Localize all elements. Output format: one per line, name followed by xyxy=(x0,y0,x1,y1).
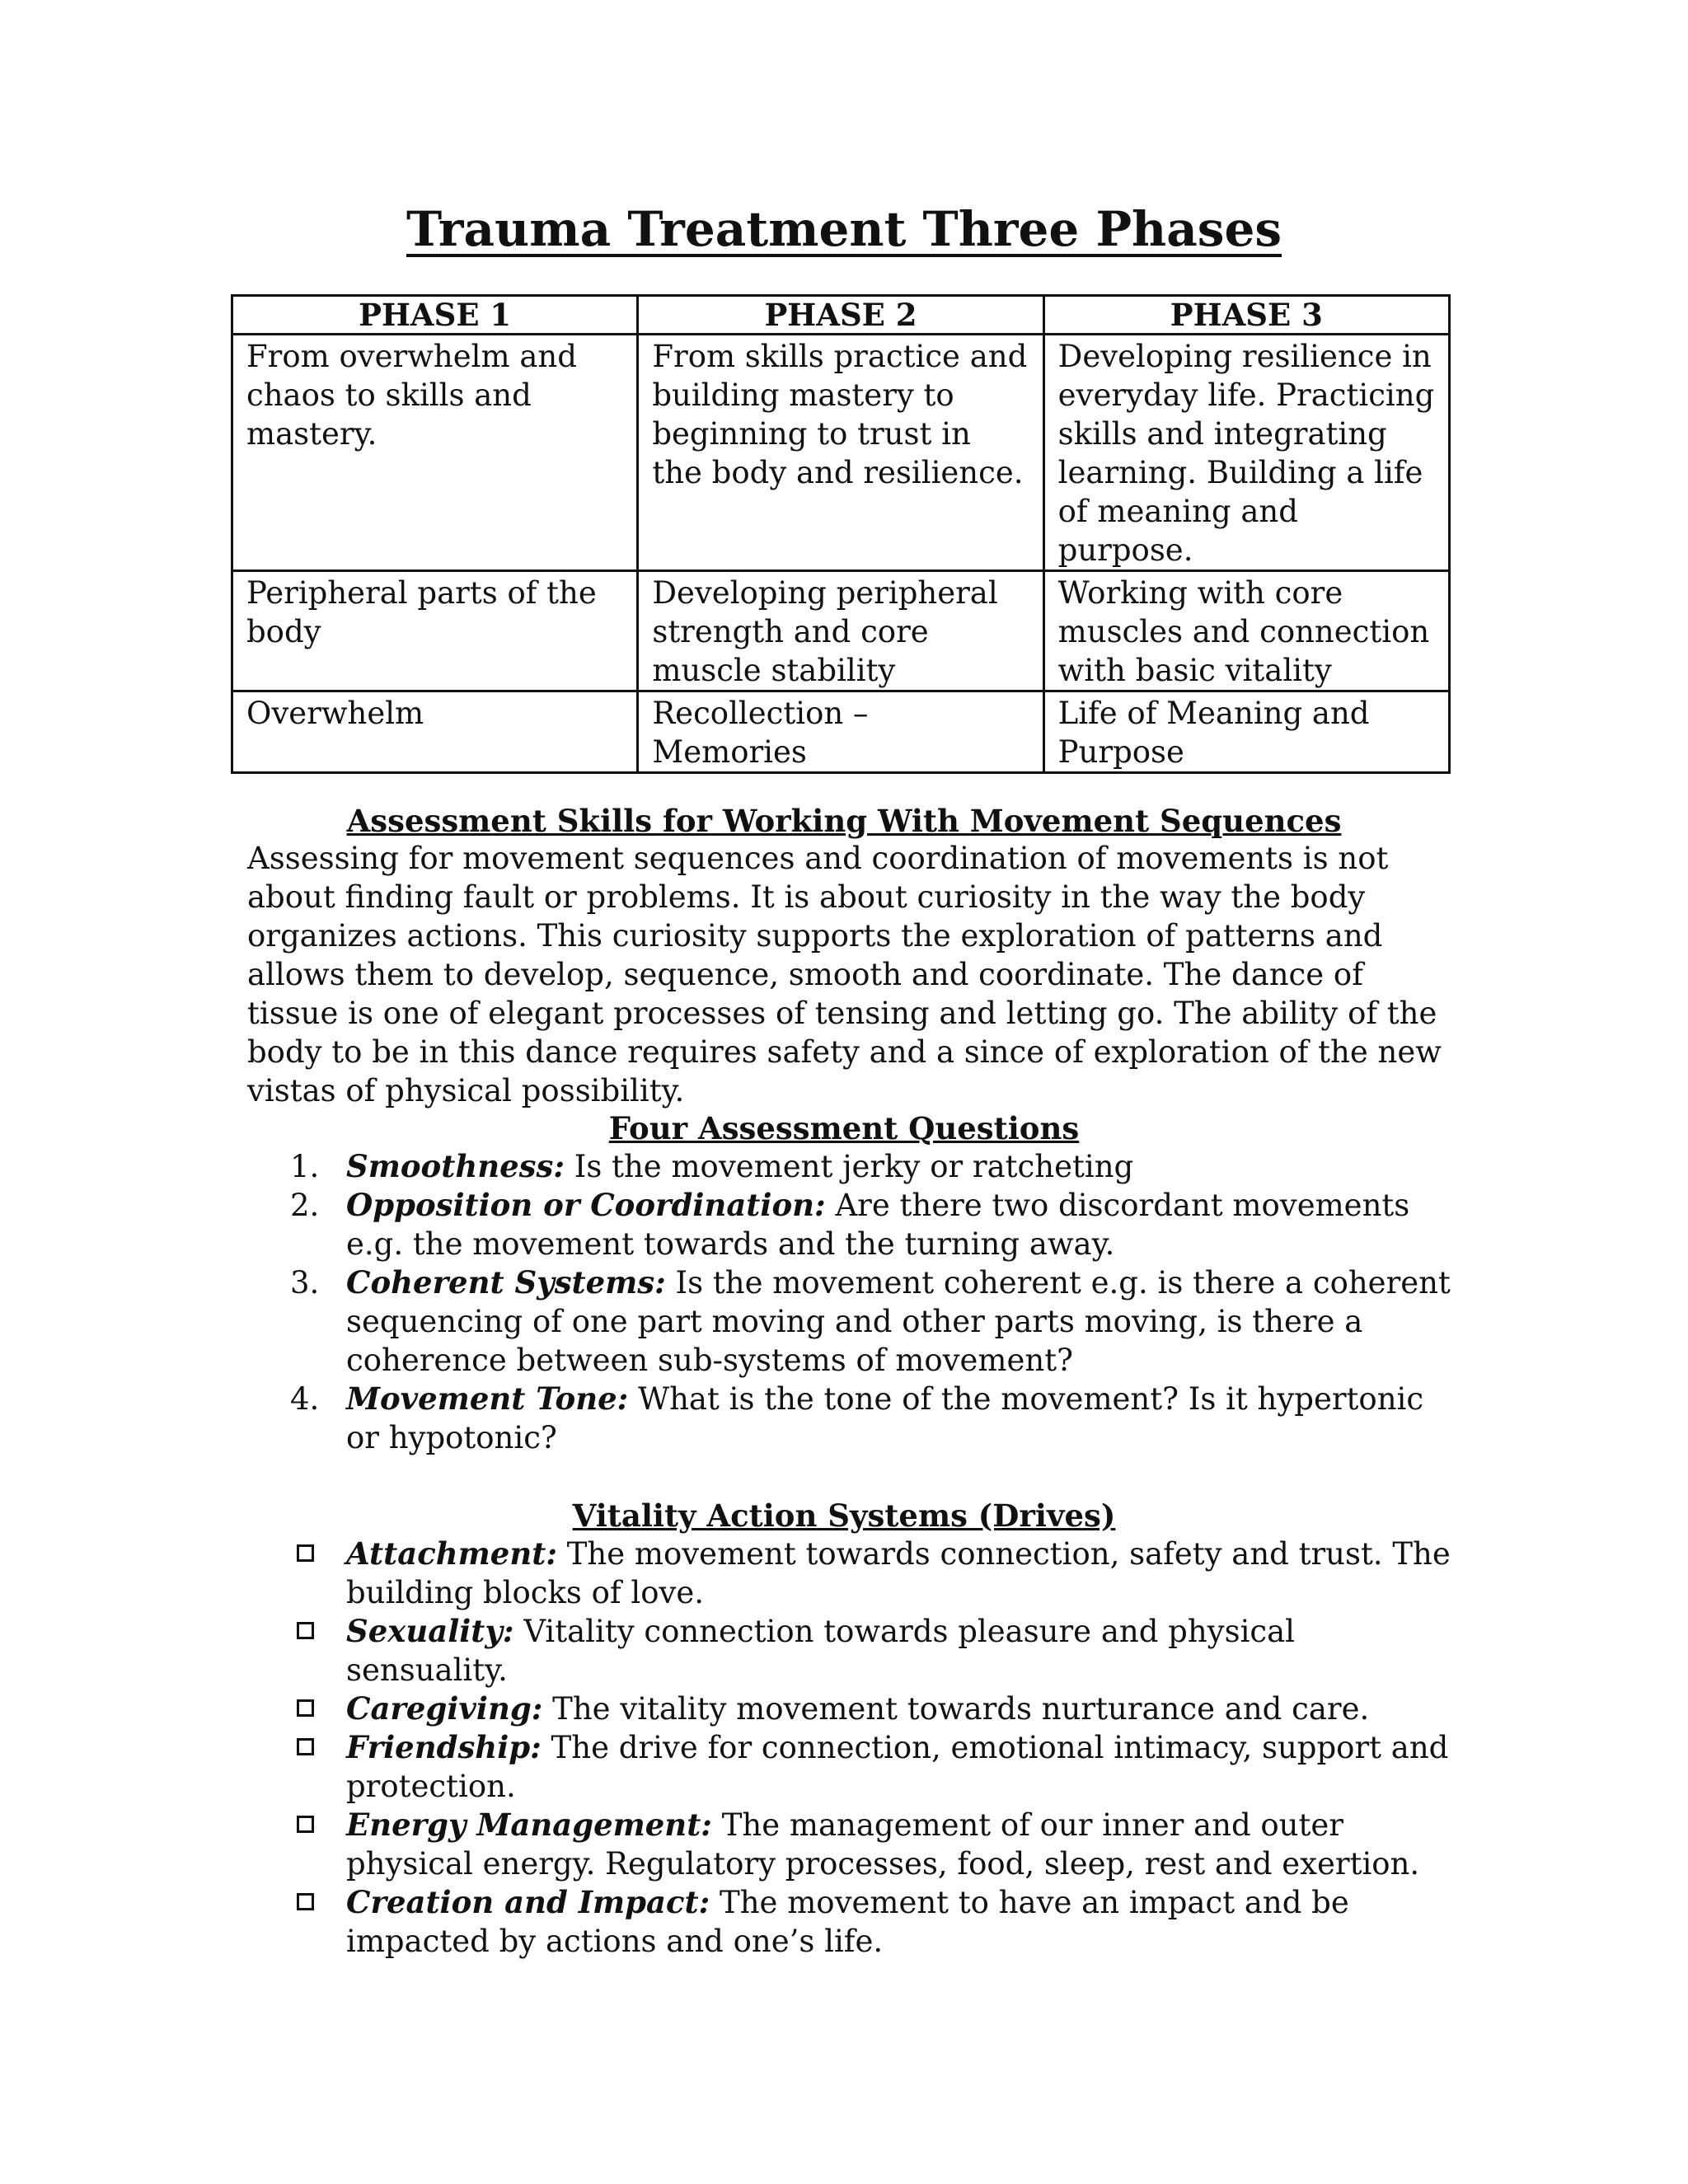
drive-term: Friendship: xyxy=(346,1729,542,1765)
checkbox-icon xyxy=(297,1544,314,1562)
table-cell: Overwhelm xyxy=(232,691,638,773)
question-item xyxy=(290,1380,1461,1457)
table-cell: Developing resilience in everyday life. Practicing skills and integrating learning. Building a life of meaning and purpose. xyxy=(1043,335,1449,571)
list-number: 3. xyxy=(290,1265,320,1301)
phase-2-header: PHASE 2 xyxy=(638,296,1043,335)
table-cell: Developing peripheral strength and core muscle stability xyxy=(638,571,1043,691)
question-text: What is the tone of the movement? Is it hypertonic or hypotonic? xyxy=(346,1381,1424,1455)
table-cell: Recollection – Memories xyxy=(638,691,1043,773)
checkbox-icon xyxy=(297,1738,314,1755)
drive-term: Energy Management: xyxy=(346,1807,712,1843)
question-term: Coherent Systems: xyxy=(346,1264,666,1301)
question-item xyxy=(290,1186,1461,1263)
drive-item xyxy=(290,1883,1461,1961)
drive-term: Creation and Impact: xyxy=(346,1884,710,1920)
drives-heading: Vitality Action Systems (Drives) xyxy=(572,1497,1116,1534)
drive-item xyxy=(290,1612,1461,1690)
checkbox-icon xyxy=(297,1816,314,1833)
table-cell: From overwhelm and chaos to skills and mastery. xyxy=(232,335,638,571)
list-number: 4. xyxy=(290,1381,320,1417)
question-term: Opposition or Coordination: xyxy=(346,1187,826,1223)
drive-item xyxy=(290,1806,1461,1883)
drive-term: Sexuality: xyxy=(346,1613,514,1649)
checkbox-icon xyxy=(297,1699,314,1717)
question-item xyxy=(290,1147,1461,1186)
drive-text: The movement to have an impact and be impacted by actions and one’s life. xyxy=(346,1885,1349,1959)
drive-text: The movement towards connection, safety and trust. The building blocks of love. xyxy=(346,1536,1451,1610)
table-cell: Peripheral parts of the body xyxy=(232,571,638,691)
drive-term: Caregiving: xyxy=(346,1690,543,1727)
phase-3-header: PHASE 3 xyxy=(1043,296,1449,335)
checkbox-icon xyxy=(297,1622,314,1639)
checkbox-icon xyxy=(297,1893,314,1910)
questions-list xyxy=(290,1147,1461,1457)
questions-heading: Four Assessment Questions xyxy=(608,1110,1080,1146)
table-cell: From skills practice and building mastery to beginning to trust in the body and resilience. xyxy=(638,335,1043,571)
question-term: Movement Tone: xyxy=(346,1380,629,1417)
drive-item xyxy=(290,1690,1461,1728)
drive-item xyxy=(290,1535,1461,1612)
question-item xyxy=(290,1263,1461,1380)
question-term: Smoothness: xyxy=(346,1148,565,1184)
drive-text: The drive for connection, emotional intimacy, support and protection. xyxy=(346,1730,1449,1804)
drives-list xyxy=(290,1535,1461,1961)
table-row xyxy=(232,335,1450,571)
phase-table xyxy=(231,294,1451,774)
question-text: Is the movement coherent e.g. is there a coherent sequencing of one part moving and other parts moving, is there a coherence between sub-systems of movement? xyxy=(346,1265,1451,1378)
list-number: 2. xyxy=(290,1188,320,1223)
phase-1-header: PHASE 1 xyxy=(232,296,638,335)
assessment-paragraph: Assessing for movement sequences and coordination of movements is not about finding fault or problems. It is about curiosity in the way the body organizes actions. This curiosity supports the exploration of patterns and allows them to develop, sequence, smooth and coordinate. The dance of tissue is one of elegant processes of tensing and letting go. The ability of the body to be in this dance requires safety and a since of exploration of the new vistas of physical possibility. xyxy=(247,841,1442,1108)
table-row xyxy=(232,571,1450,691)
assessment-heading: Assessment Skills for Working With Movement Sequences xyxy=(346,803,1342,839)
document-title: Trauma Treatment Three Phases xyxy=(406,201,1282,257)
table-cell: Life of Meaning and Purpose xyxy=(1043,691,1449,773)
drive-item xyxy=(290,1728,1461,1806)
list-number: 1. xyxy=(290,1149,320,1184)
question-text: Are there two discordant movements e.g. the movement towards and the turning away. xyxy=(346,1188,1410,1262)
drive-text: The vitality movement towards nurturance and care. xyxy=(542,1691,1370,1727)
drive-text: The management of our inner and outer physical energy. Regulatory processes, food, sleep, rest and exertion. xyxy=(346,1807,1420,1882)
table-header-row xyxy=(232,296,1450,335)
table-row xyxy=(232,691,1450,773)
drive-text: Vitality connection towards pleasure and physical sensuality. xyxy=(346,1614,1296,1688)
question-text: Is the movement jerky or ratcheting xyxy=(564,1149,1134,1184)
table-cell: Working with core muscles and connection with basic vitality xyxy=(1043,571,1449,691)
drive-term: Attachment: xyxy=(346,1535,557,1572)
